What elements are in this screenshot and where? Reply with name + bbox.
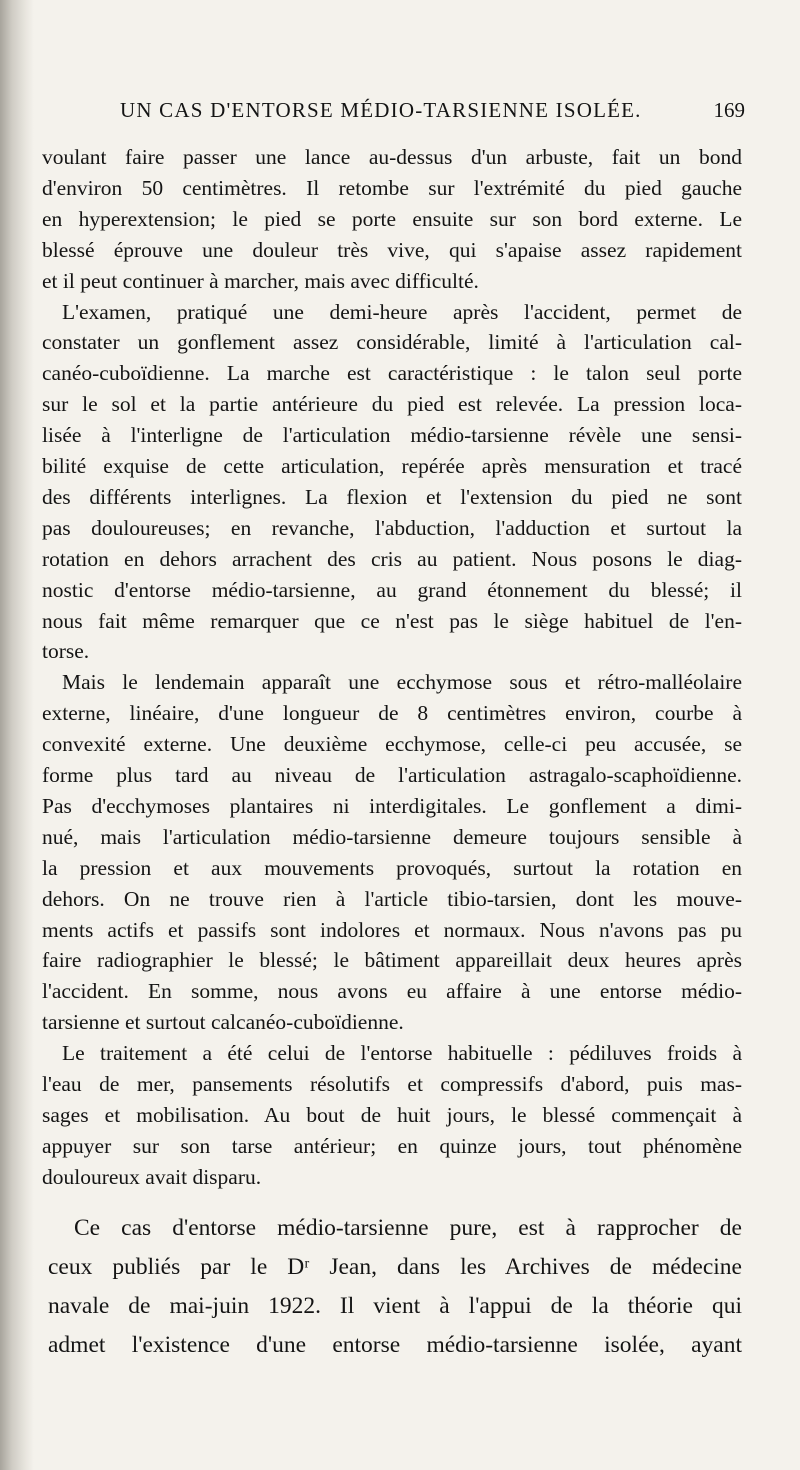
text-line: la pression et aux mouvements provoqués, surtout la rotation en bbox=[42, 855, 742, 880]
text-line: et il peut continuer à marcher, mais avec difficulté. bbox=[42, 268, 479, 293]
text-line: nous fait même remarquer que ce n'est pas le siège habituel de l'en- bbox=[42, 608, 742, 633]
text-line: douloureux avait disparu. bbox=[42, 1164, 262, 1189]
text-line: externe, linéaire, d'une longueur de 8 centimètres environ, courbe à bbox=[42, 701, 742, 726]
text-line: torse. bbox=[42, 639, 90, 664]
text-line: l'eau de mer, pansements résolutifs et compressifs d'abord, puis mas- bbox=[42, 1072, 742, 1096]
text-line: rotation en dehors arrachent des cris au patient. Nous posons le diag- bbox=[42, 546, 742, 571]
text-line: en hyperextension; le pied se porte ensuite sur son bord externe. Le bbox=[42, 206, 742, 231]
text-line: forme plus tard au niveau de l'articulation astragalo-scaphoïdienne. bbox=[42, 763, 742, 787]
text-line: constater un gonflement assez considérable, limité à l'articulation cal- bbox=[42, 330, 742, 355]
text-line: Le traitement a été celui de l'entorse habituelle : pédiluves froids à bbox=[62, 1041, 742, 1066]
text-line: bilité exquise de cette articulation, repérée après mensuration et tracé bbox=[42, 454, 742, 478]
text-line: pas douloureuses; en revanche, l'abduction, l'adduction et surtout la bbox=[42, 515, 742, 540]
text-line: Mais le lendemain apparaît une ecchymose sous et rétro-malléolaire bbox=[62, 670, 742, 695]
text-line: admet l'existence d'une entorse médio-tarsienne isolée, ayant bbox=[48, 1332, 742, 1358]
text-line: voulant faire passer une lance au-dessus d'un arbuste, fait un bond bbox=[42, 145, 742, 169]
text-line: nostic d'entorse médio-tarsienne, au grand étonnement du blessé; il bbox=[42, 577, 742, 602]
text-line: l'accident. En somme, nous avons eu affaire à une entorse médio- bbox=[42, 979, 742, 1004]
text-line: blessé éprouve une douleur très vive, qui s'apaise assez rapidement bbox=[42, 237, 742, 262]
text-line: ments actifs et passifs sont indolores et normaux. Nous n'avons pas pu bbox=[42, 917, 742, 942]
text-line: lisée à l'interligne de l'articulation médio-tarsienne révèle une sensi- bbox=[42, 423, 742, 448]
text-line: sur le sol et la partie antérieure du pied est relevée. La pression loca- bbox=[42, 392, 742, 417]
running-header bbox=[120, 98, 745, 132]
text-line: ceux publiés par le Dʳ Jean, dans les Archives de médecine bbox=[48, 1254, 742, 1280]
scan-edge-shadow bbox=[0, 0, 34, 1470]
text-line: nué, mais l'articulation médio-tarsienne demeure toujours sensible à bbox=[42, 824, 742, 849]
text-line: tarsienne et surtout calcanéo-cuboïdienne. bbox=[42, 1010, 404, 1035]
text-line: canéo-cuboïdienne. La marche est caractéristique : le talon seul porte bbox=[42, 361, 742, 386]
text-line: d'environ 50 centimètres. Il retombe sur l'extrémité du pied gauche bbox=[42, 175, 742, 200]
text-line: Ce cas d'entorse médio-tarsienne pure, est à rapprocher de bbox=[74, 1215, 742, 1241]
text-line: appuyer sur son tarse antérieur; en quinze jours, tout phénomène bbox=[42, 1133, 742, 1158]
text-line: L'examen, pratiqué une demi-heure après l'accident, permet de bbox=[62, 299, 742, 324]
text-line: faire radiographier le blessé; le bâtiment appareillait deux heures après bbox=[42, 948, 742, 973]
text-line: dehors. On ne trouve rien à l'article tibio-tarsien, dont les mouve- bbox=[42, 886, 742, 911]
text-line: navale de mai-juin 1922. Il vient à l'appui de la théorie qui bbox=[48, 1293, 742, 1319]
text-line: sages et mobilisation. Au bout de huit jours, le blessé commençait à bbox=[42, 1102, 742, 1127]
page-number: 169 bbox=[713, 98, 745, 122]
text-line: des différents interlignes. La flexion et l'extension du pied ne sont bbox=[42, 484, 742, 509]
text-line: convexité externe. Une deuxième ecchymose, celle-ci peu accusée, se bbox=[42, 732, 742, 757]
text-line: Pas d'ecchymoses plantaires ni interdigitales. Le gonflement a dimi- bbox=[42, 793, 742, 818]
running-title: UN CAS D'ENTORSE MÉDIO-TARSIENNE ISOLÉE. bbox=[120, 98, 642, 122]
